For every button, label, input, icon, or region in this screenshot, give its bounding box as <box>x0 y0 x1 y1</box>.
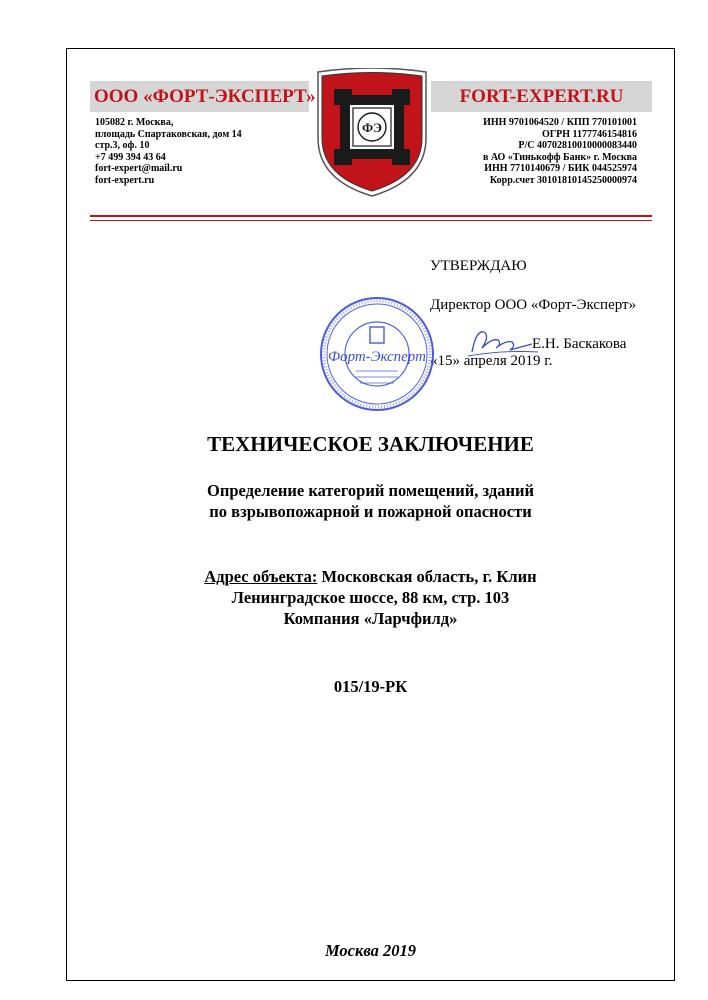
address-line: Ленинградское шоссе, 88 км, стр. 103 <box>231 588 510 607</box>
phone-line: +7 499 394 43 64 <box>95 151 166 163</box>
requisite-line: ИНН 9701064520 / КПП 770101001 <box>483 117 637 128</box>
document-subtitle <box>66 480 675 522</box>
header-divider <box>90 220 652 221</box>
logo-monogram: ФЭ <box>362 120 382 135</box>
stamp-text: Форт-Эксперт <box>328 349 426 365</box>
address-label: Адрес объекта: <box>204 567 318 586</box>
address-line: площадь Спартаковская, дом 14 <box>95 128 242 140</box>
signer-name: Е.Н. Баскакова <box>532 336 627 352</box>
document-title: ТЕХНИЧЕСКОЕ ЗАКЛЮЧЕНИЕ <box>207 432 534 456</box>
requisite-line: Р/С 40702810010000083440 <box>518 140 637 152</box>
company-logo-icon <box>316 68 428 198</box>
client-name: Компания «Ларчфилд» <box>283 609 458 628</box>
address-line: стр.3, оф. 10 <box>95 140 150 152</box>
subtitle-line: Определение категорий помещений, зданий <box>207 481 534 500</box>
website-banner: FORT-EXPERT.RU <box>431 81 652 112</box>
website-line: fort-expert.ru <box>95 174 155 186</box>
company-requisites <box>483 117 637 187</box>
requisite-line: Корр.счет 30101810145250000974 <box>489 174 637 186</box>
subtitle-line: по взрывопожарной и пожарной опасности <box>209 502 532 521</box>
footer-city-year: Москва 2019 <box>324 941 416 960</box>
address-line: 105082 г. Москва, <box>95 117 174 128</box>
approval-date: «15» апреля 2019 г. <box>430 353 553 369</box>
email-line: fort-expert@mail.ru <box>95 163 183 175</box>
requisite-line: ИНН 7710140679 / БИК 044525974 <box>484 163 637 175</box>
approve-label: УТВЕРЖДАЮ <box>430 258 527 274</box>
company-name-banner: ООО «ФОРТ-ЭКСПЕРТ» <box>90 81 309 112</box>
requisite-line: в АО «Тинькофф Банк» г. Москва <box>482 151 637 163</box>
requisite-line: ОГРН 1177746154816 <box>542 128 637 140</box>
company-stamp-icon <box>318 295 436 413</box>
signature-icon <box>462 322 542 362</box>
document-code: 015/19-РК <box>333 677 408 696</box>
address-line: Московская область, г. Клин <box>321 567 537 586</box>
header-divider <box>90 215 652 217</box>
director-label: Директор ООО «Форт-Эксперт» <box>430 297 637 313</box>
company-address <box>95 117 242 187</box>
object-address <box>66 566 675 629</box>
